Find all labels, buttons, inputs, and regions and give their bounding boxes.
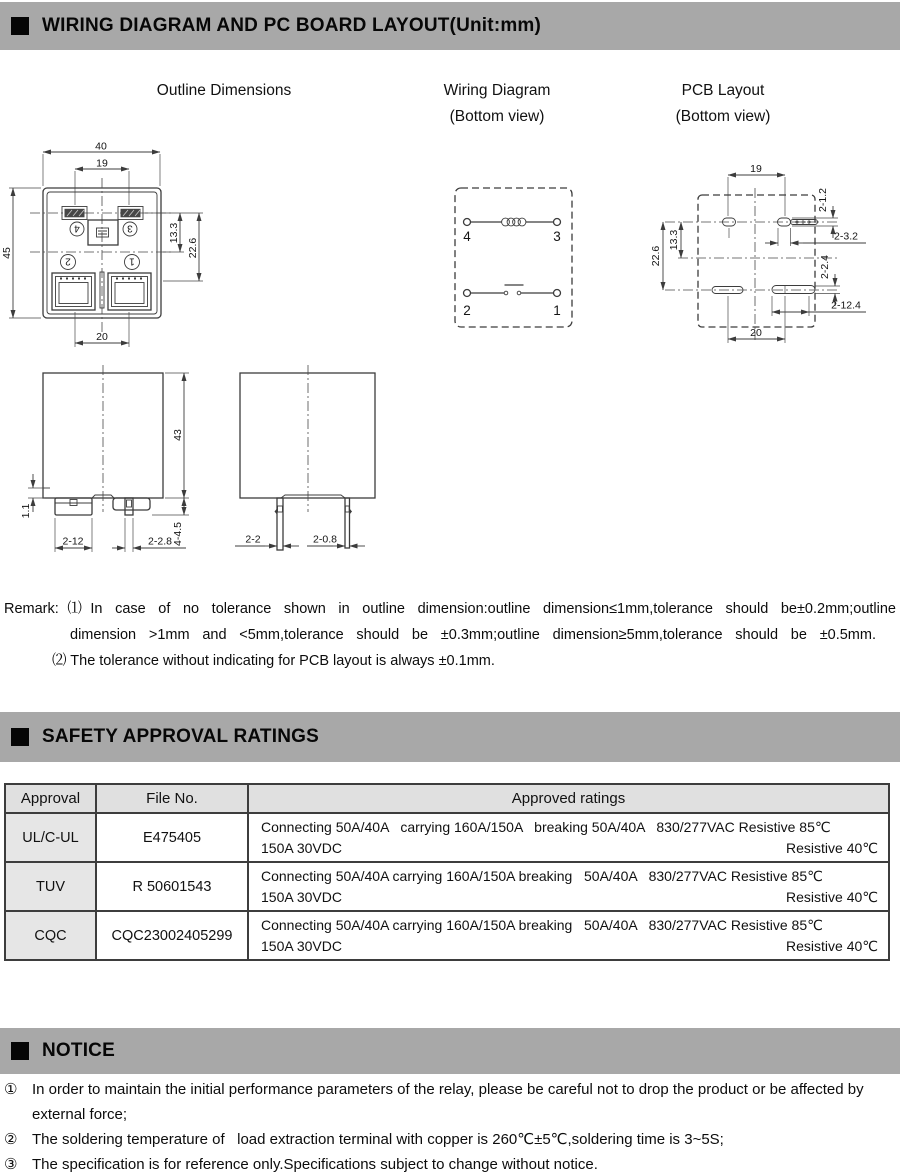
dim-load-pin-thickness: 2-2.8 [148,535,172,548]
contact-symbol [464,285,561,297]
pcb-layout-drawing [650,150,900,365]
section-title-notice: NOTICE [42,1040,115,1061]
svg-text:2: 2 [65,255,71,267]
center-connector [88,220,118,245]
dim-top-width: 40 [95,140,107,153]
wiring-diagram-heading: Wiring Diagram [443,82,551,99]
wiring-diagram-drawing [445,175,595,340]
load-blade-left [55,498,92,515]
ratings-line-2-right: Resistive 40℃ [786,889,878,905]
notice-text: The soldering temperature of load extraction terminal with copper is 260℃±5℃,soldering time is 3~5S; [32,1131,724,1148]
outline-top-view-drawing [0,140,220,360]
wiring-pin-4: 4 [463,229,471,244]
ratings-line-1: Connecting 50A/40A carrying 160A/150A breaking 50A/40A 830/277VAC Resistive 85℃ [261,917,823,933]
outline-dimensions-heading: Outline Dimensions [156,82,292,99]
ratings-line-2-left: 150A 30VDC [261,840,342,856]
coil-terminal-4 [62,207,87,220]
load-terminal-2 [52,273,95,310]
outline-side-view-drawing [225,362,400,572]
svg-text:3: 3 [127,222,133,234]
pin-number-4 [70,222,84,236]
notice-text: The specification is for reference only.Specifications subject to change without notice. [32,1156,598,1173]
notice-item [4,1077,888,1127]
outline-front-view-drawing [0,362,220,572]
ratings-line-1: Connecting 50A/40A carrying 160A/150A breaking 50A/40A 830/277VAC Resistive 85℃ [261,819,831,835]
col-header-file-no: File No. [96,784,248,813]
remark-line-2: dimension >1mm and <5mm,tolerance should be ±0.3mm;outline dimension≥5mm,tolerance should be ±0.5mm. [70,627,876,643]
pcb-layout-subheading: (Bottom view) [675,108,771,125]
ratings-cell [248,862,889,911]
pin-number-2 [61,255,76,270]
coil-pad-left [723,218,736,238]
remark-line-1: Remark:⑴In case of no tolerance shown in outline dimension:outline dimension≤1mm,tolerance should be±0.2mm;outline [4,601,896,617]
table-row [5,813,889,862]
section-title-wiring: WIRING DIAGRAM AND PC BOARD LAYOUT(Unit:mm) [42,15,542,36]
ratings-line-2-right: Resistive 40℃ [786,840,878,856]
approval-cell: CQC [5,911,96,960]
notice-number: ① [4,1081,18,1098]
dim-pin-length: 4-4.5 [172,522,184,546]
section-title-safety: SAFETY APPROVAL RATINGS [42,726,319,747]
remark-block [4,596,896,674]
ratings-cell [248,813,889,862]
section-banner-wiring [0,2,900,50]
notice-number: ③ [4,1156,18,1173]
coil-pin-left [275,498,284,550]
file-no-cell: R 50601543 [96,862,248,911]
remark-line-3: ⑵ The tolerance without indicating for PCB layout is always ±0.1mm. [52,653,495,669]
pin-number-1 [125,255,140,270]
dim-load-pin: 2-12 [62,535,84,548]
section-bullet-icon [11,728,29,746]
col-header-approval: Approval [5,784,96,813]
pcb-dim-coil-pitch: 19 [750,163,762,175]
dim-coil-offset: 13.3 [168,222,180,244]
wiring-pin-1: 1 [553,303,561,318]
ratings-line-2-left: 150A 30VDC [261,889,342,905]
ratings-line-2-left: 150A 30VDC [261,938,342,954]
table-row [5,862,889,911]
ratings-line-2-right: Resistive 40℃ [786,938,878,954]
notice-item [4,1152,888,1173]
pcb-dim-coil-offset: 13.3 [668,229,680,251]
pcb-dim-coil-slot: 2-3.2 [834,230,858,243]
pcb-dim-coil-hole: 2-1.2 [817,188,829,212]
approval-cell: TUV [5,862,96,911]
pcb-layout-heading: PCB Layout [681,82,765,99]
table-header-row [5,784,889,813]
pcb-dim-load-pitch: 20 [750,327,762,339]
safety-approval-table [4,783,890,961]
pcb-dim-load-slot-length: 2-12.4 [831,299,861,312]
case-side [240,373,375,498]
dim-coil-pin-thickness: 2-0.8 [313,533,337,546]
approval-cell: UL/C-UL [5,813,96,862]
coil-pin-right [345,498,352,548]
ratings-cell [248,911,889,960]
wiring-diagram-subheading: (Bottom view) [449,108,545,125]
dim-coil-pin: 2-2 [245,533,261,546]
ratings-line-1: Connecting 50A/40A carrying 160A/150A breaking 50A/40A 830/277VAC Resistive 85℃ [261,868,823,884]
notice-list [4,1077,888,1173]
dim-contact-offset: 22.6 [187,237,199,259]
dim-coil-pitch: 19 [96,157,108,170]
notice-text: In order to maintain the initial performance parameters of the relay, please be careful not to drop the product or be affected by external force; [32,1081,868,1123]
wiring-pin-2: 2 [463,303,471,318]
file-no-cell: CQC23002405299 [96,911,248,960]
load-terminal-1 [108,273,151,310]
coil-symbol [464,218,561,226]
pcb-dim-contact-offset: 22.6 [650,245,662,267]
section-bullet-icon [11,1042,29,1060]
pcb-boundary [698,195,815,327]
dim-standoff: 1.1 [20,503,32,519]
coil-terminal-3 [118,207,143,220]
load-blade-right [113,498,150,515]
section-banner-notice [0,1028,900,1074]
wiring-pin-3: 3 [553,229,561,244]
dim-load-pitch: 20 [96,331,108,343]
dim-height: 45 [1,247,13,259]
pcb-dim-load-slot-width: 2-2.4 [819,255,831,279]
load-pad-right [772,286,815,294]
svg-text:1: 1 [129,255,135,267]
table-row [5,911,889,960]
dim-case-height: 43 [172,429,184,441]
section-banner-safety [0,712,900,762]
pin-number-3 [123,222,137,236]
svg-text:4: 4 [74,222,80,234]
notice-item [4,1127,888,1152]
file-no-cell: E475405 [96,813,248,862]
col-header-ratings: Approved ratings [248,784,889,813]
section-bullet-icon [11,17,29,35]
notice-number: ② [4,1131,18,1148]
